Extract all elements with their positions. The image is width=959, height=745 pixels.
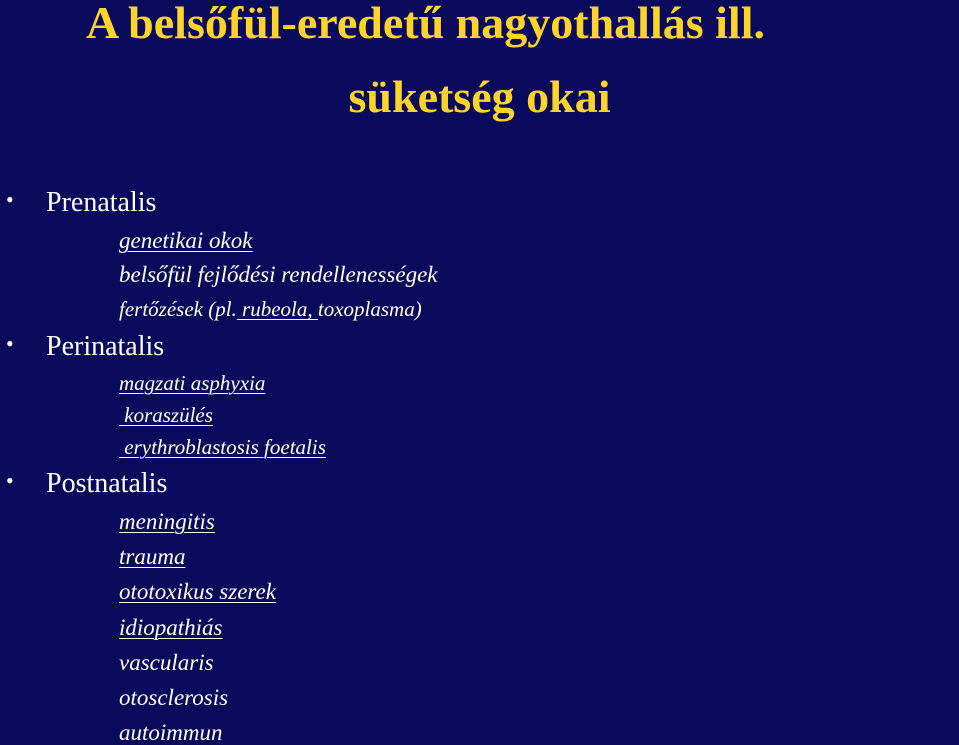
list-item-link[interactable]: rubeola,: [236, 297, 318, 321]
list-item-link[interactable]: trauma: [119, 544, 186, 569]
bullet-icon: •: [6, 468, 14, 493]
list-item-link[interactable]: genetikai okok: [119, 228, 253, 253]
list-item: otosclerosis: [119, 685, 229, 710]
list-item: belsőfül fejlődési rendellenességek: [119, 262, 438, 287]
bullet-icon: •: [6, 187, 14, 212]
list-item: autoimmun: [119, 720, 223, 745]
list-item-link[interactable]: ototoxikus szerek: [119, 579, 276, 604]
section-label: Prenatalis: [46, 187, 157, 218]
list-item-link[interactable]: koraszülés: [119, 403, 213, 427]
list-item-link[interactable]: erythroblastosis foetalis: [119, 435, 326, 459]
section-label: Postnatalis: [46, 468, 168, 499]
section-label: Perinatalis: [46, 331, 165, 362]
list-item: vascularis: [119, 650, 214, 675]
list-item-link[interactable]: idiopathiás: [119, 615, 223, 640]
list-item-link[interactable]: meningitis: [119, 509, 215, 534]
list-item-link[interactable]: magzati asphyxia: [119, 371, 266, 395]
list-item: [119, 299, 422, 320]
slide-title-line-2: süketség okai: [348, 71, 611, 122]
list-item-text: fertőzések (pl.: [119, 297, 237, 321]
bullet-icon: •: [6, 331, 14, 356]
slide-title-line-1: A belsőfül-eredetű nagyothallás ill.: [86, 0, 765, 48]
list-item-text: toxoplasma): [317, 297, 422, 321]
